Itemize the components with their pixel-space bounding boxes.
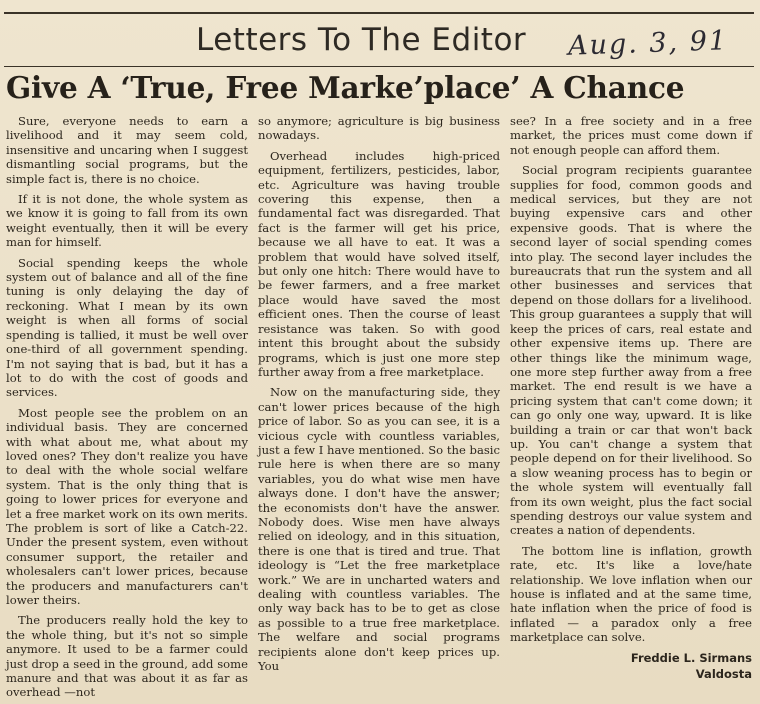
column-1 (6, 114, 248, 704)
paragraph: so anymore; agriculture is big business nowadays. (258, 114, 500, 143)
column-3 (510, 114, 752, 704)
section-header (0, 14, 760, 64)
paragraph: Social spending keeps the whole system out of balance and all of the fine tuning is only delaying the day of reckoning. What I mean by its own weight is when all forms of social spending is tallied, it must be well over one-third of all government spending. I'm not saying that is bad, but it has a lot to do with the cost of goods and services. (6, 255, 248, 400)
handwritten-date: Aug. 3, 91 (567, 25, 729, 62)
paragraph: Now on the manufacturing side, they can't lower prices because of the high price of labor. So as you can see, it is a vicious cycle with countless variables, just a few I have mentioned. So the basic rule here is when there are so many variables, you do what wise men have always done. I don't have the answer; the economists don't have the answer. Nobody does. Wise men have always relied on ideology, and in this situation, there is one that is tired and true. That ideology is “Let the free marketplace work.” We are in uncharted waters and dealing with countless variables. The only way back has to be to get as close as possible to a true free marketplace. The welfare and social programs recipients alone don't keep prices up. You (258, 385, 501, 674)
section-title: Letters To The Editor (196, 22, 527, 58)
paragraph: The bottom line is inflation, growth rate, etc. It's like a love/hate relationship. We love inflation when our house is inflated and at the same time, hate inflation when the price of food is inflated — a paradox only a free marketplace can solve. (510, 543, 752, 645)
signature-name: Freddie L. Sirmans (630, 650, 752, 665)
paragraph: Most people see the problem on an individual basis. They are concerned with what about me, what about my loved ones? They don't realize you have to deal with the whole social welfare system. That is the only thing that is going to lower prices for everyone and let a free market work on its own merits. The problem is sort of like a Catch-22. Under the present system, even without consumer support, the retailer and wholesalers can't lower prices, because the producers and manufacturers can't lower theirs. (6, 405, 248, 607)
headline: Give A ‘True, Free Marke’place’ A Chance (6, 70, 685, 105)
signature-city: Valdosta (695, 666, 752, 681)
column-2 (258, 114, 500, 704)
paragraph: see? In a free society and in a free market, the prices must come down if not enough people can afford them. (510, 114, 752, 157)
paragraph: Overhead includes high-priced equipment, fertilizers, pesticides, labor, etc. Agriculture was having trouble covering this expense, then a fundamental fact was disregarded. That fact is the farmer will get his price, because we all have to eat. It was a problem that would have solved itself, but only one hitch: There would have to be fewer farmers, and a free market place would have saved the most efficient ones. Then the course of least resistance was taken. So with good intent this brought about the subsidy programs, which is just one more step further away from a free marketplace. (258, 148, 500, 379)
paragraph: Sure, everyone needs to earn a livelihood and it may seem cold, insensitive and uncaring when I suggest dismantling social programs, but the simple fact is, there is no choice. (6, 114, 248, 186)
paragraph: Social program recipients guarantee supplies for food, common goods and medical services, but they are not buying expensive cars and other expensive goods. That is where the second layer of social spending comes into play. The second layer includes the bureaucrats that run the system and all other businesses and services that depend on those dollars for a livelihood. This group guarantees a supply that will keep the prices of cars, real estate and other expensive items up. There are other things like the minimum wage, one more step further away from a free market. The end result is we have a pricing system that can't come down; it can go only one way, upward. It is like building a train or car that won't back up. You can't change a system that people depend on for their livelihood. So a slow weaning process has to begin or the whole system will eventually fall from its own weight, plus the fact social spending destroys our value system and creates a nation of dependents. (510, 163, 752, 538)
article-body (6, 114, 754, 704)
header-rule (4, 66, 754, 67)
paragraph: If it is not done, the whole system as we know it is going to fall from its own weight eventually, then it will be every man for himself. (6, 192, 248, 250)
paragraph: The producers really hold the key to the whole thing, but it's not so simple anymore. It used to be a farmer could just drop a seed in the ground, add some manure and that was about it as far as overhead —not (6, 613, 248, 700)
